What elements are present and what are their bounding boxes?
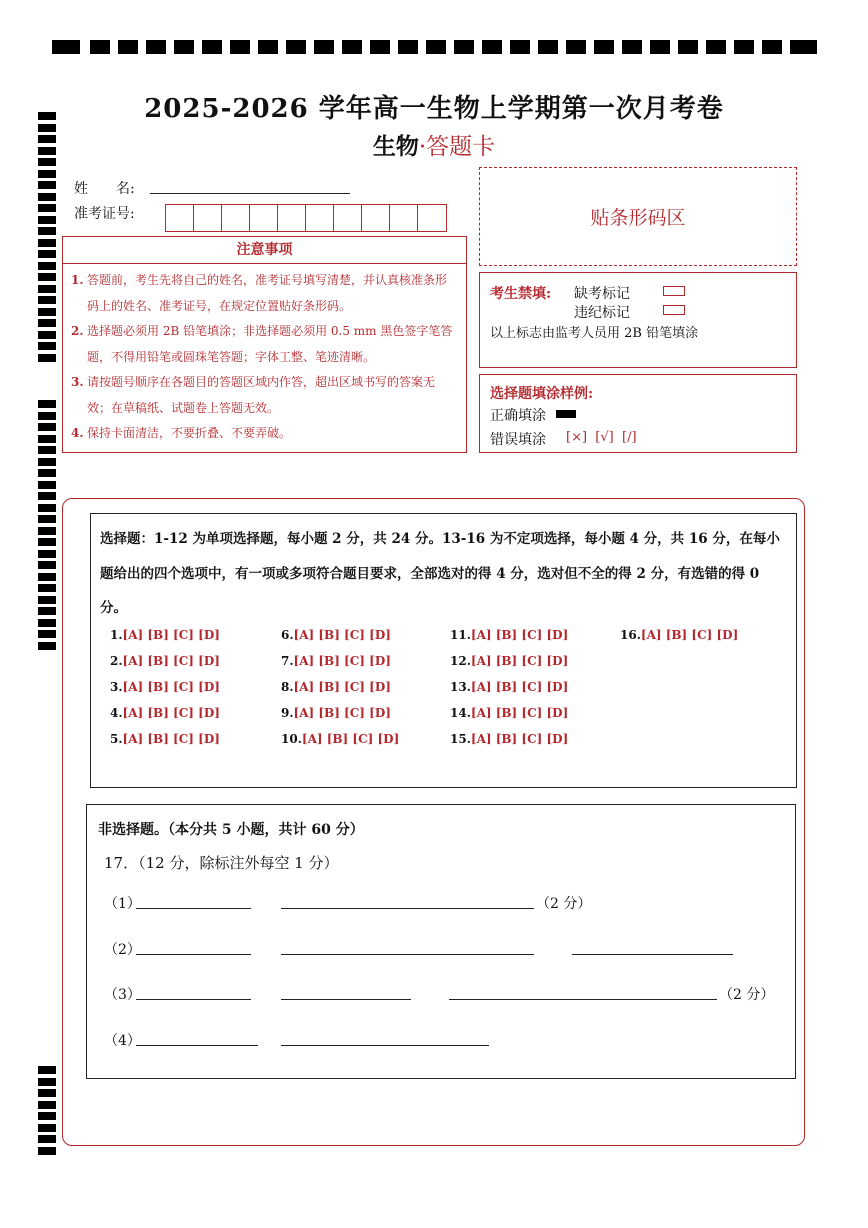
id-digit-box[interactable] <box>306 205 334 231</box>
timing-mark <box>454 40 474 54</box>
timing-mark <box>678 40 698 54</box>
notice-item-text: 答题前，考生先将自己的姓名，准考证号填写清楚，并认真核准条形码上的姓名、准考证号，在规定位置贴好条形码。 <box>87 273 448 313</box>
timing-mark <box>790 40 817 54</box>
answer-options[interactable]: [A] [B] [C] [D] <box>122 706 220 720</box>
id-digit-box[interactable] <box>222 205 250 231</box>
answer-options[interactable]: [A] [B] [C] [D] <box>122 628 220 642</box>
answer-options[interactable]: [A] [B] [C] [D] <box>293 706 391 720</box>
correct-fill-label: 正确填涂 <box>490 408 546 424</box>
answer-blank[interactable] <box>281 908 534 909</box>
subtitle-subject: 生物 <box>372 133 419 160</box>
fill-sample-heading: 选择题填涂样例: <box>490 386 594 402</box>
question-number: 1. <box>110 628 123 642</box>
timing-mark <box>342 40 362 54</box>
choice-question <box>110 680 220 694</box>
timing-mark <box>38 527 56 535</box>
barcode-area <box>479 167 797 266</box>
question-number: 3. <box>110 680 123 694</box>
choice-question <box>110 654 220 668</box>
timing-mark <box>90 40 110 54</box>
exam-id-boxes[interactable] <box>165 204 447 232</box>
sub-question-3-points: （2 分） <box>719 987 775 1003</box>
violation-mark-label: 违纪标记 <box>574 305 630 321</box>
sub-question-1-points: （2 分） <box>536 896 592 912</box>
notice-list <box>63 264 466 447</box>
barcode-label: 贴条形码区 <box>590 207 686 229</box>
question-17-title: 17．（12 分，除标注外每空 1 分） <box>104 854 339 872</box>
choice-question <box>110 706 220 720</box>
timing-mark <box>38 596 56 604</box>
timing-mark <box>38 273 56 281</box>
notice-item <box>71 421 458 447</box>
question-number: 14. <box>450 706 471 720</box>
notice-item-number: 3. <box>71 375 84 389</box>
timing-mark <box>314 40 334 54</box>
wrong-fill-label: 错误填涂 <box>490 432 546 448</box>
answer-options[interactable]: [A] [B] [C] [D] <box>293 654 391 668</box>
nonchoice-heading: 非选择题。（本分共 5 小题，共计 60 分） <box>98 822 364 838</box>
timing-mark <box>38 561 56 569</box>
timing-mark <box>38 492 56 500</box>
fill-sample-panel <box>479 374 797 453</box>
page-title: 2025-2026 学年高一生物上学期第一次月考卷 <box>144 94 724 124</box>
timing-mark <box>38 515 56 523</box>
question-number: 13. <box>450 680 471 694</box>
question-number: 2. <box>110 654 123 668</box>
notice-item-number: 2. <box>71 324 84 338</box>
choice-question <box>110 732 220 746</box>
name-field[interactable] <box>150 193 350 194</box>
name-label: 姓 名: <box>74 181 135 197</box>
timing-mark <box>426 40 446 54</box>
violation-mark-box[interactable] <box>663 305 685 315</box>
answer-options[interactable]: [A] [B] [C] [D] <box>122 654 220 668</box>
correct-fill-mark <box>556 410 576 418</box>
answer-blank[interactable] <box>449 999 717 1000</box>
choice-question <box>281 654 391 668</box>
sub-question-1-label: （1） <box>104 896 141 912</box>
timing-mark <box>38 607 56 615</box>
id-digit-box[interactable] <box>418 205 446 231</box>
id-digit-box[interactable] <box>334 205 362 231</box>
choice-question <box>450 628 568 642</box>
timing-mark <box>38 423 56 431</box>
timing-mark <box>734 40 754 54</box>
notice-item-number: 1. <box>71 273 84 287</box>
answer-options[interactable]: [A] [B] [C] [D] <box>470 680 569 694</box>
timing-mark <box>538 40 558 54</box>
question-number: 15. <box>450 732 471 746</box>
timing-mark <box>38 481 56 489</box>
timing-mark <box>38 446 56 454</box>
timing-mark <box>622 40 642 54</box>
answer-blank[interactable] <box>136 908 251 909</box>
timing-mark <box>202 40 222 54</box>
timing-mark <box>38 630 56 638</box>
sub-question-4-label: （4） <box>104 1033 141 1049</box>
answer-options[interactable]: [A] [B] [C] [D] <box>470 732 569 746</box>
subtitle-sheet: 答题卡 <box>426 134 496 160</box>
timing-mark <box>38 1147 56 1155</box>
notice-item <box>71 319 458 370</box>
id-digit-box[interactable] <box>194 205 222 231</box>
timing-mark <box>38 550 56 558</box>
timing-mark <box>230 40 250 54</box>
timing-mark <box>482 40 502 54</box>
timing-mark <box>146 40 166 54</box>
timing-mark <box>286 40 306 54</box>
exam-id-label: 准考证号: <box>74 206 135 222</box>
answer-options[interactable]: [A] [B] [C] [D] <box>122 732 220 746</box>
answer-blank[interactable] <box>572 954 733 955</box>
timing-mark <box>510 40 530 54</box>
page-subtitle <box>0 128 868 161</box>
question-number: 5. <box>110 732 123 746</box>
timing-mark <box>38 1124 56 1132</box>
id-digit-box[interactable] <box>166 205 194 231</box>
answer-options[interactable]: [A] [B] [C] [D] <box>293 680 391 694</box>
notice-panel <box>62 236 467 453</box>
answer-options[interactable]: [A] [B] [C] [D] <box>470 654 569 668</box>
notice-item-text: 选择题必须用 2B 铅笔填涂；非选择题必须用 0.5 mm 黑色签字笔答题，不得用铅笔或圆珠笔答题；字体工整、笔迹清晰。 <box>87 324 453 364</box>
absent-mark-box[interactable] <box>663 286 685 296</box>
question-number: 9. <box>281 706 294 720</box>
sub-question-2-label: （2） <box>104 942 141 958</box>
top-timing-marks <box>52 40 817 56</box>
timing-mark <box>566 40 586 54</box>
question-number: 6. <box>281 628 294 642</box>
answer-options[interactable]: [A] [B] [C] [D] <box>640 628 739 642</box>
timing-mark <box>38 1066 56 1074</box>
sub-question-3-label: （3） <box>104 987 141 1003</box>
answer-blank[interactable] <box>136 999 251 1000</box>
choice-question <box>620 628 738 642</box>
choice-question <box>450 706 568 720</box>
forbidden-note: 以上标志由监考人员用 2B 铅笔填涂 <box>490 326 699 341</box>
answer-options[interactable]: [A] [B] [C] [D] <box>122 680 220 694</box>
answer-blank[interactable] <box>136 954 251 955</box>
notice-heading: 注意事项 <box>63 237 466 264</box>
notice-item <box>71 370 458 421</box>
question-number: 11. <box>450 628 471 642</box>
timing-mark <box>398 40 418 54</box>
answer-blank[interactable] <box>281 999 411 1000</box>
timing-mark <box>706 40 726 54</box>
choice-question <box>281 706 391 720</box>
timing-mark <box>38 642 56 650</box>
timing-mark <box>650 40 670 54</box>
timing-mark <box>38 239 56 247</box>
timing-mark <box>38 1135 56 1143</box>
timing-mark <box>370 40 390 54</box>
answer-blank[interactable] <box>281 1045 489 1046</box>
timing-mark <box>38 319 56 327</box>
timing-mark <box>38 412 56 420</box>
choice-question <box>110 628 220 642</box>
id-digit-box[interactable] <box>362 205 390 231</box>
timing-mark <box>38 400 56 408</box>
answer-options[interactable]: [A] [B] [C] [D] <box>301 732 400 746</box>
timing-mark <box>174 40 194 54</box>
wrong-fill-marks: [×] [√] [/] <box>566 430 637 445</box>
answer-blank[interactable] <box>281 954 534 955</box>
timing-mark <box>38 181 56 189</box>
notice-item <box>71 268 458 319</box>
timing-mark <box>38 619 56 627</box>
timing-mark <box>38 1101 56 1109</box>
choice-question <box>450 732 568 746</box>
timing-mark <box>38 227 56 235</box>
timing-mark <box>594 40 614 54</box>
timing-mark <box>258 40 278 54</box>
answer-options[interactable]: [A] [B] [C] [D] <box>293 628 391 642</box>
timing-mark <box>38 204 56 212</box>
question-number: 8. <box>281 680 294 694</box>
choice-question <box>450 680 568 694</box>
timing-mark <box>38 1089 56 1097</box>
timing-mark <box>38 285 56 293</box>
absent-mark-label: 缺考标记 <box>574 286 630 302</box>
question-number: 4. <box>110 706 123 720</box>
choice-question <box>281 628 391 642</box>
timing-mark <box>38 308 56 316</box>
id-digit-box[interactable] <box>278 205 306 231</box>
timing-mark <box>38 193 56 201</box>
timing-mark <box>38 1112 56 1120</box>
subtitle-dot: · <box>418 134 427 160</box>
timing-mark <box>118 40 138 54</box>
timing-mark <box>38 354 56 362</box>
notice-item-number: 4. <box>71 426 84 440</box>
timing-mark <box>38 538 56 546</box>
notice-item-text: 保持卡面清洁，不要折叠、不要弄破。 <box>87 426 292 440</box>
notice-item-text: 请按题号顺序在各题目的答题区域内作答，超出区域书写的答案无效；在草稿纸、试题卷上答题无效。 <box>87 375 436 415</box>
id-digit-box[interactable] <box>250 205 278 231</box>
timing-mark <box>38 458 56 466</box>
timing-mark <box>38 504 56 512</box>
timing-mark <box>38 250 56 258</box>
timing-mark <box>38 1078 56 1086</box>
question-number: 10. <box>281 732 302 746</box>
forbidden-label: 考生禁填: <box>490 286 552 302</box>
timing-mark <box>38 331 56 339</box>
timing-mark <box>38 469 56 477</box>
timing-mark <box>38 573 56 581</box>
timing-mark <box>38 435 56 443</box>
choice-question <box>450 654 568 668</box>
question-number: 12. <box>450 654 471 668</box>
timing-mark <box>38 296 56 304</box>
timing-mark <box>38 262 56 270</box>
timing-mark <box>762 40 782 54</box>
answer-options[interactable]: [A] [B] [C] [D] <box>470 628 569 642</box>
timing-mark <box>38 216 56 224</box>
nonchoice-section <box>86 804 796 1079</box>
timing-mark <box>52 40 80 54</box>
answer-options[interactable]: [A] [B] [C] [D] <box>470 706 569 720</box>
choice-question <box>281 732 399 746</box>
timing-mark <box>38 342 56 350</box>
question-number: 16. <box>620 628 641 642</box>
answer-blank[interactable] <box>136 1045 258 1046</box>
timing-mark <box>38 170 56 178</box>
question-number: 7. <box>281 654 294 668</box>
choice-instructions: 选择题：1-12 为单项选择题，每小题 2 分，共 24 分。13-16 为不定项选择，每小题 4 分，共 16 分，在每小题给出的四个选项中，有一项或多项符合题目要求，全部选对的得 4 分，选对但不全的得 2 分，有选错的得 0 分。 <box>100 531 780 616</box>
id-digit-box[interactable] <box>390 205 418 231</box>
timing-mark <box>38 584 56 592</box>
choice-question <box>281 680 391 694</box>
examiner-only-panel <box>479 272 797 368</box>
